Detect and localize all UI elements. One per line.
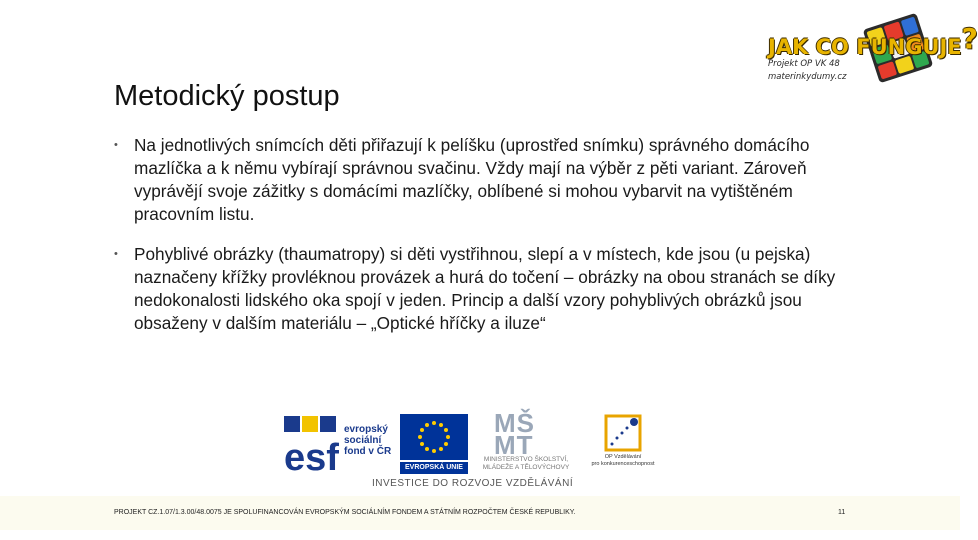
bullet-text: Pohyblivé obrázky (thaumatropy) si děti vystřihnou, slepí a v místech, kde jsou (u pejska) naznačeny křížky provléknou provázek a hurá do točení – obrázky na obou stranách se díky nedokonalosti lidského oka spojí v jeden. Princip a další vzory pohyblivých obrázků jsou obsaženy v dalším materiálu – „Optické hříčky a iluze“ (134, 244, 836, 333)
footer (0, 496, 960, 530)
bullet-marker: • (114, 248, 118, 260)
eu-logo (400, 414, 468, 474)
logo-project-line: Projekt OP VK 48 (768, 59, 840, 69)
bullet-item (112, 243, 852, 335)
msmt-letters: MŠ MT (494, 408, 535, 460)
bullet-marker: • (114, 139, 118, 151)
esf-logo (284, 414, 396, 479)
eu-stars-icon (400, 414, 468, 460)
investice-text: INVESTICE DO ROZVOJE VZDĚLÁVÁNÍ (372, 478, 574, 489)
bullet-text: Na jednotlivých snímcích děti přiřazují k pelíšku (uprostřed snímku) správného domácího mazlíčka a k němu vybírají správnou svačinu. Vždy mají na výběr z pěti variant. Zároveň vyprávějí svoje zážitky s domácími mazlíčky, oblíbené si mohou vybarvit na vytištěném pracovním listu. (134, 135, 810, 224)
bullet-list (112, 134, 852, 352)
page-number: 11 (838, 509, 846, 516)
msmt-caption: MINISTERSTVO ŠKOLSTVÍ, MLÁDEŽE A TĚLOVÝCHOVY (482, 456, 570, 471)
footer-text: PROJEKT CZ.1.07/1.3.00/48.0075 JE SPOLUFINANCOVÁN EVROPSKÝM SOCIÁLNÍM FONDEM A STÁTNÍM ROZPOČTEM ČESKÉ REPUBLIKY. (114, 509, 576, 516)
jak-co-funguje-logo (762, 14, 978, 92)
op-logo (584, 412, 662, 476)
logo-title-text: JAK CO FUNGUJE (768, 35, 962, 59)
msmt-logo (472, 408, 580, 476)
op-caption: OP Vzdělávání pro konkurenceschopnost (591, 454, 655, 467)
esf-caption: evropský sociální fond v ČR (344, 424, 392, 457)
slide-title: Metodický postup (114, 80, 340, 112)
eu-flag-icon (400, 414, 468, 460)
logo-question-mark: ? (961, 22, 978, 55)
op-mark-icon (584, 412, 662, 452)
bullet-item (112, 134, 852, 226)
esf-big-text: esf (284, 437, 339, 479)
partner-logos (284, 410, 664, 494)
logo-subtitle (768, 58, 847, 84)
logo-website-line: materinkydumy.cz (768, 72, 847, 82)
eu-label: EVROPSKÁ UNIE (400, 462, 468, 474)
logo-title (768, 22, 978, 61)
